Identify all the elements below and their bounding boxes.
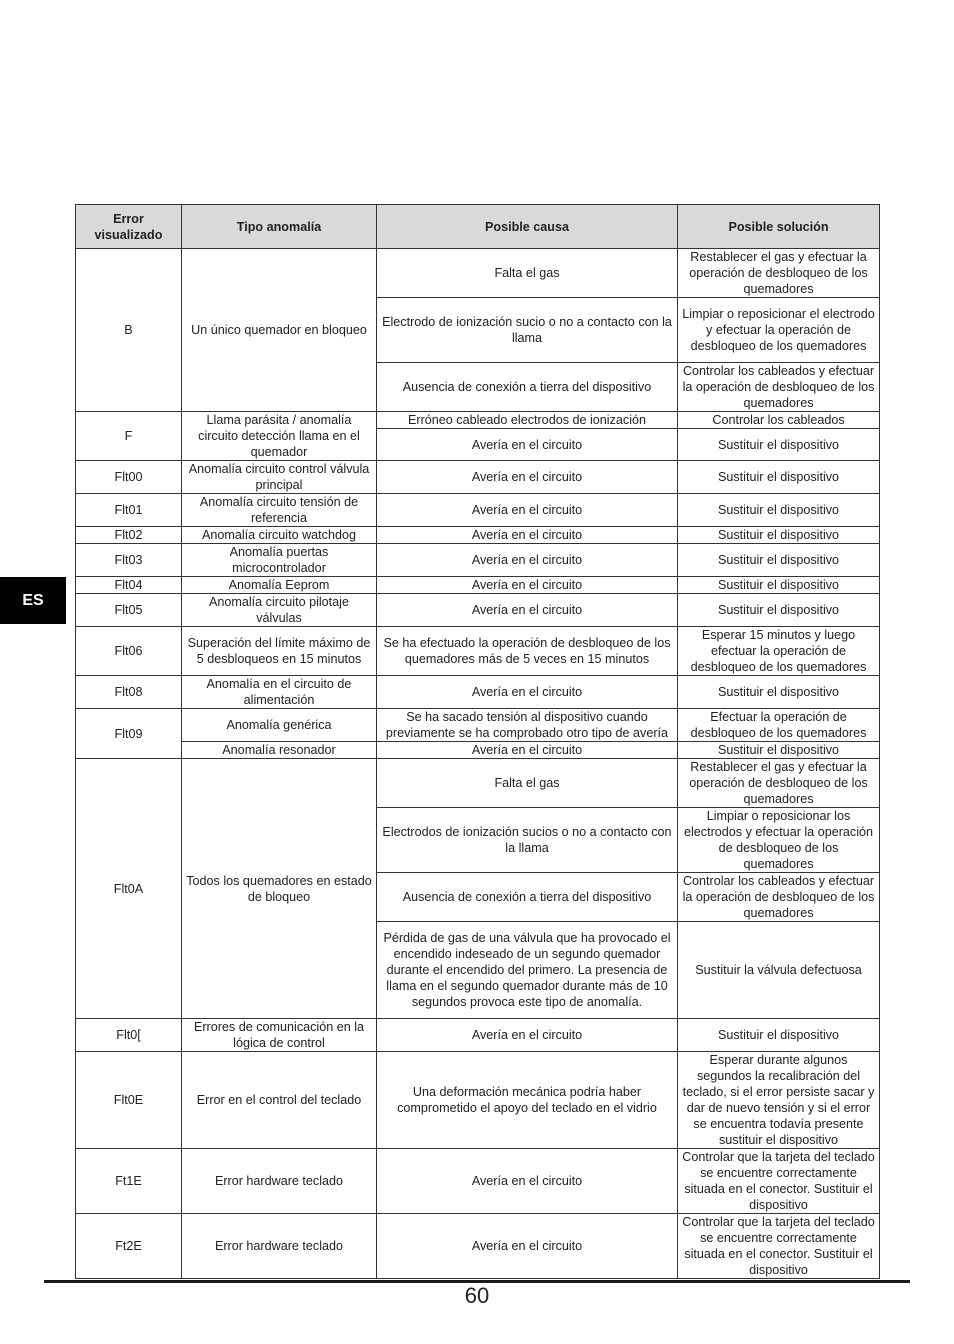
solution: Sustituir el dispositivo (678, 1019, 880, 1052)
cause: Falta el gas (377, 759, 678, 808)
error-code: Flt06 (76, 627, 182, 676)
solution: Sustituir el dispositivo (678, 461, 880, 494)
anomaly-type: Anomalía puertas microcontrolador (182, 544, 377, 577)
table-row (76, 742, 880, 759)
solution: Esperar 15 minutos y luego efectuar la operación de desbloqueo de los quemadores (678, 627, 880, 676)
error-code: Flt05 (76, 594, 182, 627)
anomaly-type: Anomalía en el circuito de alimentación (182, 676, 377, 709)
cause: Electrodo de ionización sucio o no a contacto con la llama (377, 298, 678, 363)
error-code: Flt00 (76, 461, 182, 494)
solution: Restablecer el gas y efectuar la operación de desbloqueo de los quemadores (678, 759, 880, 808)
cause: Avería en el circuito (377, 577, 678, 594)
error-code: Ft1E (76, 1149, 182, 1214)
solution: Sustituir el dispositivo (678, 429, 880, 461)
table-row (76, 594, 880, 627)
anomaly-type: Error hardware teclado (182, 1149, 377, 1214)
cause: Avería en el circuito (377, 1214, 678, 1279)
anomaly-type: Error en el control del teclado (182, 1052, 377, 1149)
solution: Sustituir el dispositivo (678, 742, 880, 759)
error-code: Flt02 (76, 527, 182, 544)
header-cause: Posible causa (377, 205, 678, 249)
cause: Avería en el circuito (377, 676, 678, 709)
cause: Avería en el circuito (377, 1019, 678, 1052)
error-code: Flt0E (76, 1052, 182, 1149)
error-code: B (76, 249, 182, 412)
table-row (76, 627, 880, 676)
table-row (76, 249, 880, 298)
cause: Avería en el circuito (377, 429, 678, 461)
cause: Avería en el circuito (377, 742, 678, 759)
table-row (76, 676, 880, 709)
cause: Avería en el circuito (377, 594, 678, 627)
cause: Se ha efectuado la operación de desbloqueo de los quemadores más de 5 veces en 15 minutos (377, 627, 678, 676)
cause: Ausencia de conexión a tierra del dispositivo (377, 363, 678, 412)
error-code: F (76, 412, 182, 461)
table-row (76, 1019, 880, 1052)
header-type: Tipo anomalía (182, 205, 377, 249)
cause: Ausencia de conexión a tierra del dispositivo (377, 873, 678, 922)
header-error: Error visualizado (76, 205, 182, 249)
error-code: Flt0[ (76, 1019, 182, 1052)
language-tab: ES (0, 577, 66, 624)
table-row (76, 1149, 880, 1214)
cause: Una deformación mecánica podría haber comprometido el apoyo del teclado en el vidrio (377, 1052, 678, 1149)
anomaly-type: Anomalía circuito control válvula principal (182, 461, 377, 494)
table-row (76, 1052, 880, 1149)
cause: Avería en el circuito (377, 494, 678, 527)
error-code: Flt0A (76, 759, 182, 1019)
error-code: Flt08 (76, 676, 182, 709)
solution: Sustituir el dispositivo (678, 494, 880, 527)
page-number: 60 (464, 1283, 490, 1308)
solution: Sustituir el dispositivo (678, 544, 880, 577)
table-row (76, 494, 880, 527)
solution: Sustituir el dispositivo (678, 676, 880, 709)
solution: Controlar los cableados y efectuar la operación de desbloqueo de los quemadores (678, 363, 880, 412)
solution: Restablecer el gas y efectuar la operación de desbloqueo de los quemadores (678, 249, 880, 298)
error-table (75, 204, 880, 1279)
anomaly-type: Un único quemador en bloqueo (182, 249, 377, 412)
error-code: Flt09 (76, 709, 182, 759)
solution: Limpiar o reposicionar el electrodo y efectuar la operación de desbloqueo de los quemadores (678, 298, 880, 363)
error-code: Ft2E (76, 1214, 182, 1279)
table-row (76, 412, 880, 429)
solution: Esperar durante algunos segundos la recalibración del teclado, si el error persiste sacar y dar de nuevo tensión y si el error se encuentra todavía presente sustituir el dispositivo (678, 1052, 880, 1149)
solution: Sustituir la válvula defectuosa (678, 922, 880, 1019)
solution: Controlar los cableados (678, 412, 880, 429)
solution: Sustituir el dispositivo (678, 594, 880, 627)
table-row (76, 709, 880, 742)
table-row (76, 1214, 880, 1279)
anomaly-type: Todos los quemadores en estado de bloqueo (182, 759, 377, 1019)
solution: Limpiar o reposicionar los electrodos y efectuar la operación de desbloqueo de los quemadores (678, 808, 880, 873)
solution: Controlar que la tarjeta del teclado se encuentre correctamente situada en el conector. Sustituir el dispositivo (678, 1149, 880, 1214)
anomaly-type: Errores de comunicación en la lógica de control (182, 1019, 377, 1052)
table-header-row (76, 205, 880, 249)
solution: Controlar los cableados y efectuar la operación de desbloqueo de los quemadores (678, 873, 880, 922)
error-code: Flt01 (76, 494, 182, 527)
cause: Se ha sacado tensión al dispositivo cuando previamente se ha comprobado otro tipo de avería (377, 709, 678, 742)
cause: Avería en el circuito (377, 527, 678, 544)
solution: Controlar que la tarjeta del teclado se encuentre correctamente situada en el conector. Sustituir el dispositivo (678, 1214, 880, 1279)
table-row (76, 527, 880, 544)
cause: Electrodos de ionización sucios o no a contacto con la llama (377, 808, 678, 873)
solution: Sustituir el dispositivo (678, 577, 880, 594)
cause: Pérdida de gas de una válvula que ha provocado el encendido indeseado de un segundo quemador durante el encendido del primero. La presencia de llama en el segundo quemador durante más de 10 segundos provoca este tipo de anomalía. (377, 922, 678, 1019)
anomaly-type: Anomalía circuito pilotaje válvulas (182, 594, 377, 627)
table-row (76, 544, 880, 577)
cause: Falta el gas (377, 249, 678, 298)
anomaly-type: Llama parásita / anomalía circuito detección llama en el quemador (182, 412, 377, 461)
anomaly-type: Anomalía circuito watchdog (182, 527, 377, 544)
solution: Efectuar la operación de desbloqueo de los quemadores (678, 709, 880, 742)
error-code: Flt03 (76, 544, 182, 577)
header-solution: Posible solución (678, 205, 880, 249)
anomaly-type: Superación del límite máximo de 5 desbloqueos en 15 minutos (182, 627, 377, 676)
cause: Avería en el circuito (377, 1149, 678, 1214)
table-row (76, 759, 880, 808)
cause: Erróneo cableado electrodos de ionización (377, 412, 678, 429)
cause: Avería en el circuito (377, 461, 678, 494)
anomaly-type: Anomalía Eeprom (182, 577, 377, 594)
anomaly-type: Error hardware teclado (182, 1214, 377, 1279)
anomaly-type: Anomalía resonador (182, 742, 377, 759)
table-row (76, 577, 880, 594)
error-code: Flt04 (76, 577, 182, 594)
cause: Avería en el circuito (377, 544, 678, 577)
anomaly-type: Anomalía genérica (182, 709, 377, 742)
table-row (76, 461, 880, 494)
anomaly-type: Anomalía circuito tensión de referencia (182, 494, 377, 527)
solution: Sustituir el dispositivo (678, 527, 880, 544)
